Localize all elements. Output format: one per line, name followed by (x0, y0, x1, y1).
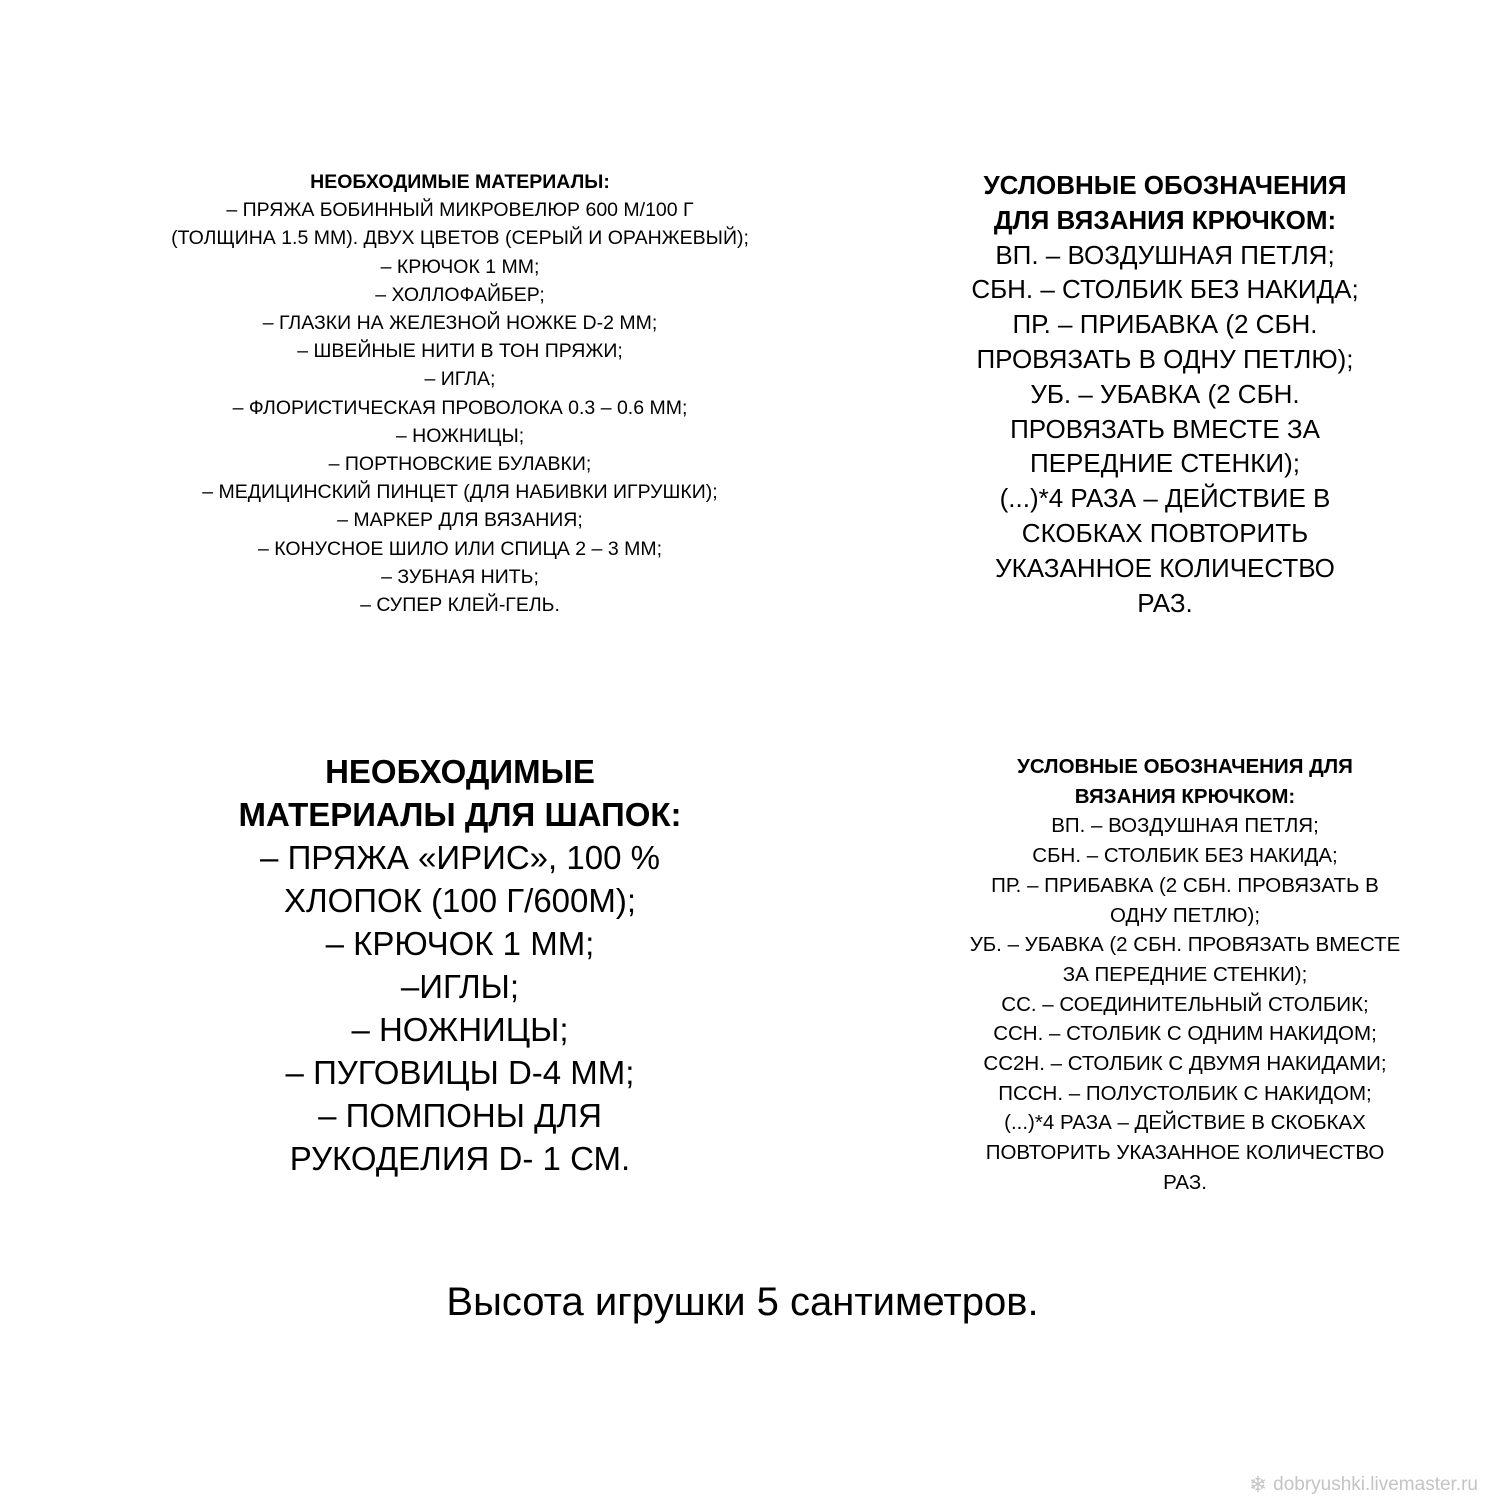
legend-small-heading: УСЛОВНЫЕ ОБОЗНАЧЕНИЯ ДЛЯ (1017, 755, 1353, 778)
hat-materials-heading: НЕОБХОДИМЫЕ (325, 753, 595, 790)
materials-item: – ПРЯЖА БОБИННЫЙ МИКРОВЕЛЮР 600 М/100 Г (226, 199, 694, 222)
legend-large-item: СКОБКАХ ПОВТОРИТЬ (1021, 517, 1309, 548)
legend-large-item: УКАЗАННОЕ КОЛИЧЕСТВО (995, 552, 1335, 583)
hat-materials-item: РУКОДЕЛИЯ D- 1 СМ. (289, 1140, 631, 1177)
hat-materials-item: ХЛОПОК (100 Г/600М); (283, 882, 637, 919)
materials-item: – ГЛАЗКИ НА ЖЕЛЕЗНОЙ НОЖКЕ D-2 ММ; (262, 312, 658, 335)
hat-materials-item: – ПРЯЖА «ИРИС», 100 % (260, 839, 660, 876)
hat-materials-item: – ПОМПОНЫ ДЛЯ (318, 1097, 602, 1134)
materials-item: – ИГЛА; (424, 368, 496, 391)
watermark-text: dobryushki.livemaster.ru (1273, 1474, 1478, 1495)
materials-item: – МАРКЕР ДЛЯ ВЯЗАНИЯ; (337, 509, 583, 532)
legend-large-item: ПРОВЯЗАТЬ ВМЕСТЕ ЗА (1010, 413, 1320, 444)
materials-item: – ЗУБНАЯ НИТЬ; (381, 565, 539, 588)
materials-list (120, 168, 800, 619)
legend-large-heading: ДЛЯ ВЯЗАНИЯ КРЮЧКОМ: (993, 204, 1337, 235)
watermark (1249, 1474, 1478, 1496)
legend-small-item: ПР. – ПРИБАВКА (2 СБН. ПРОВЯЗАТЬ В (991, 873, 1379, 897)
crochet-legend-small (910, 752, 1460, 1198)
toy-height-note: Высота игрушки 5 сантиметров. (446, 1280, 1039, 1324)
crochet-legend-large (930, 168, 1400, 620)
legend-small-heading: ВЯЗАНИЯ КРЮЧКОМ: (1074, 784, 1296, 808)
snowflake-icon: ❄ (1248, 1472, 1268, 1497)
legend-small-item: ОДНУ ПЕТЛЮ); (1109, 903, 1261, 927)
materials-item: – ШВЕЙНЫЕ НИТИ В ТОН ПРЯЖИ; (297, 340, 623, 363)
legend-small-item: ЗА ПЕРЕДНИЕ СТЕНКИ); (1062, 962, 1308, 986)
legend-small-item: УБ. – УБАВКА (2 СБН. ПРОВЯЗАТЬ ВМЕСТЕ (969, 933, 1401, 957)
materials-item: (ТОЛЩИНА 1.5 ММ). ДВУХ ЦВЕТОВ (СЕРЫЙ И ОРАНЖЕВЫЙ); (171, 227, 749, 250)
legend-large-item: ПЕРЕДНИЕ СТЕНКИ); (1030, 448, 1300, 479)
legend-small-item: СС2Н. – СТОЛБИК С ДВУМЯ НАКИДАМИ; (983, 1052, 1387, 1076)
legend-small-item: ССН. – СТОЛБИК С ОДНИМ НАКИДОМ; (993, 1022, 1377, 1046)
legend-large-item: УБ. – УБАВКА (2 СБН. (1030, 378, 1300, 409)
legend-large-item: ПРОВЯЗАТЬ В ОДНУ ПЕТЛЮ); (976, 343, 1354, 374)
materials-item: – КОНУСНОЕ ШИЛО ИЛИ СПИЦА 2 – 3 ММ; (258, 537, 662, 560)
legend-large-item: (...)*4 РАЗА – ДЕЙСТВИЕ В (999, 483, 1331, 514)
hat-materials-item: –ИГЛЫ; (400, 968, 520, 1005)
legend-large-item: СБН. – СТОЛБИК БЕЗ НАКИДА; (971, 274, 1359, 305)
legend-small-item: СБН. – СТОЛБИК БЕЗ НАКИДА; (1032, 844, 1338, 868)
hat-materials-heading: МАТЕРИАЛЫ ДЛЯ ШАПОК: (238, 796, 682, 833)
legend-large-heading: УСЛОВНЫЕ ОБОЗНАЧЕНИЯ (983, 170, 1347, 200)
legend-small-item: РАЗ. (1163, 1170, 1207, 1194)
materials-item: – КРЮЧОК 1 ММ; (380, 255, 540, 278)
materials-item: – ПОРТНОВСКИЕ БУЛАВКИ; (328, 453, 592, 476)
materials-item: – МЕДИЦИНСКИЙ ПИНЦЕТ (ДЛЯ НАБИВКИ ИГРУШКИ); (202, 481, 718, 504)
legend-small-item: СС. – СОЕДИНИТЕЛЬНЫЙ СТОЛБИК; (1001, 992, 1369, 1016)
materials-item: – ФЛОРИСТИЧЕСКАЯ ПРОВОЛОКА 0.3 – 0.6 ММ; (232, 396, 688, 419)
legend-small-item: ПОВТОРИТЬ УКАЗАННОЕ КОЛИЧЕСТВО (985, 1141, 1385, 1165)
legend-small-item: ВП. – ВОЗДУШНАЯ ПЕТЛЯ; (1051, 814, 1319, 838)
materials-item: – НОЖНИЦЫ; (395, 424, 525, 447)
legend-large-item: РАЗ. (1137, 587, 1193, 618)
hat-materials-item: – НОЖНИЦЫ; (351, 1011, 569, 1048)
materials-heading: НЕОБХОДИМЫЕ МАТЕРИАЛЫ: (310, 171, 610, 193)
materials-item: – ХОЛЛОФАЙБЕР; (375, 283, 545, 306)
legend-large-item: ПР. – ПРИБАВКА (2 СБН. (1012, 309, 1318, 340)
legend-small-item: (...)*4 РАЗА – ДЕЙСТВИЕ В СКОБКАХ (1004, 1111, 1366, 1135)
hat-materials-item: – КРЮЧОК 1 ММ; (325, 925, 595, 962)
legend-small-item: ПССН. – ПОЛУСТОЛБИК С НАКИДОМ; (998, 1081, 1372, 1105)
hat-materials-list (160, 750, 760, 1180)
legend-large-item: ВП. – ВОЗДУШНАЯ ПЕТЛЯ; (995, 239, 1335, 270)
hat-materials-item: – ПУГОВИЦЫ D-4 ММ; (285, 1054, 635, 1091)
materials-item: – СУПЕР КЛЕЙ-ГЕЛЬ. (360, 594, 560, 617)
